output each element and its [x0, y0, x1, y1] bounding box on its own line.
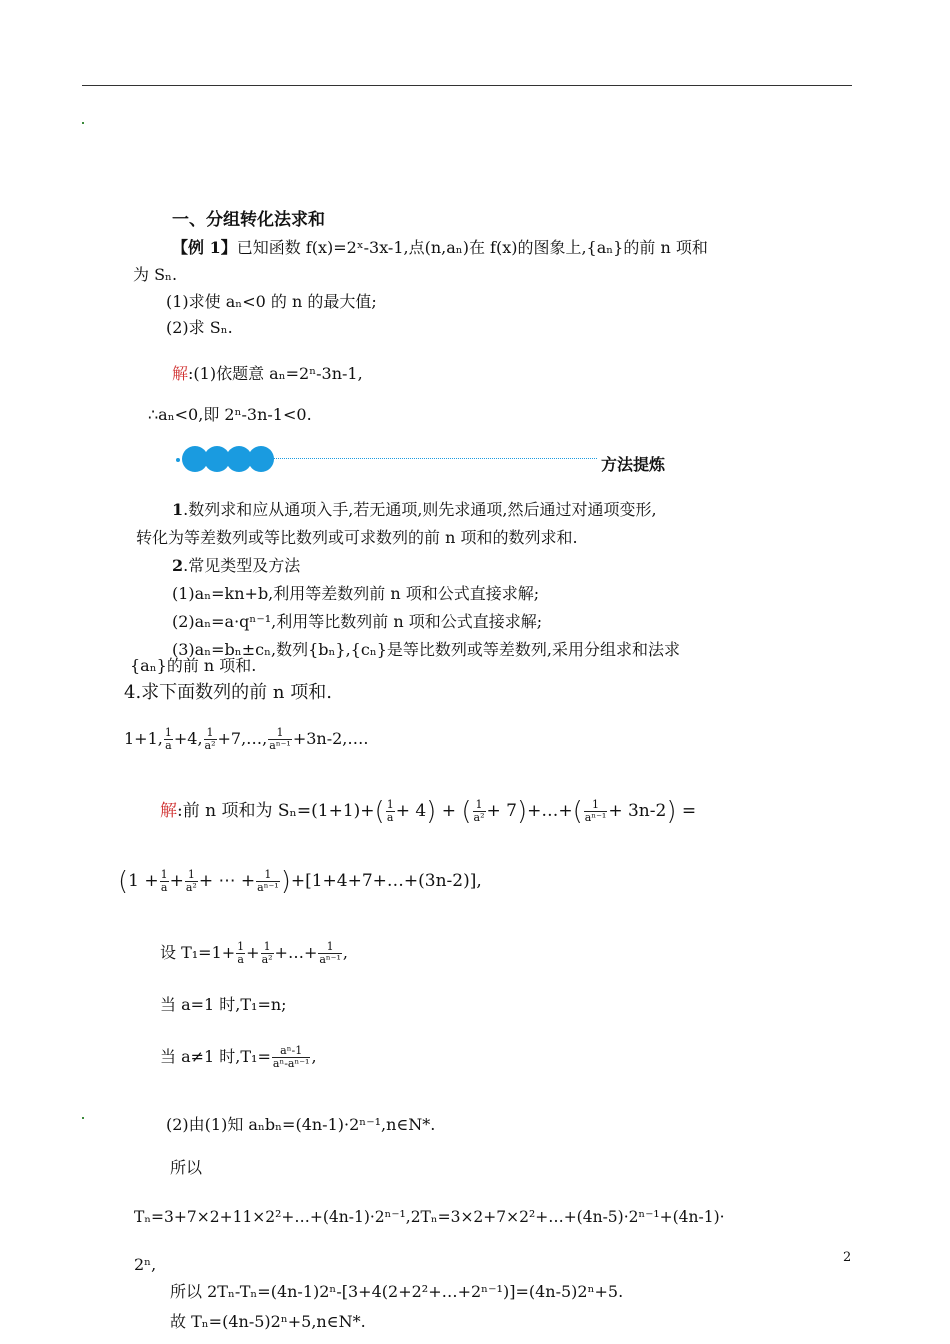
fraction: $\frac{1}{\text{aⁿ⁻¹}}$ [269, 726, 291, 752]
solution4-case2: 当 a≠1 时,T₁= $\frac{\text{aⁿ-1}}{\text{aⁿ-aⁿ⁻¹}}$ , [160, 1044, 317, 1070]
solution4-case1: 当 a=1 时,T₁=n; [160, 995, 287, 1014]
solution4-let: 设 T₁=1+ $\frac{1}{a}$ + $\frac{1}{\text{a²}}$ +…+ $\frac{1}{\text{aⁿ⁻¹}}$ , [160, 940, 348, 966]
part2-line4: 2ⁿ, [134, 1255, 157, 1274]
solution-label: 解 [160, 801, 177, 821]
example1-line2: 为 Sₙ. [133, 265, 178, 284]
fraction: $\frac{1}{a}$ [160, 868, 168, 894]
part2-line2: 所以 [170, 1158, 203, 1177]
solution-label: 解 [172, 364, 189, 383]
part2-line1: (2)由(1)知 aₙbₙ=(4n-1)·2ⁿ⁻¹,n∈N*. [166, 1115, 436, 1134]
method-banner [174, 446, 694, 476]
fraction: $\frac{1}{\text{aⁿ⁻¹}}$ [584, 798, 607, 824]
fraction: $\frac{1}{\text{aⁿ⁻¹}}$ [257, 868, 279, 894]
solution1-line2: ∴aₙ<0,即 2ⁿ-3n-1<0. [148, 405, 312, 424]
method-type1: (1)aₙ=kn+b,利用等差数列前 n 项和公式直接求解; [172, 584, 540, 603]
margin-dot [82, 1117, 84, 1119]
fraction: $\frac{1}{\text{aⁿ⁻¹}}$ [319, 940, 341, 966]
method-type2: (2)aₙ=a·qⁿ⁻¹,利用等比数列前 n 项和公式直接求解; [172, 612, 543, 631]
fraction: $\frac{1}{a}$ [386, 798, 394, 824]
section-heading: 一、分组转化法求和 [172, 210, 325, 230]
banner-dotted-line [274, 458, 597, 459]
banner-circle [248, 446, 274, 472]
fraction: $\frac{1}{a}$ [164, 726, 172, 752]
margin-dot [82, 122, 84, 124]
example1-q2: (2)求 Sₙ. [166, 318, 233, 337]
example1-tag: 【例 1】 [172, 238, 237, 257]
method-p2: 2.常见类型及方法 [172, 556, 301, 575]
fraction: $\frac{1}{\text{a²}}$ [204, 726, 216, 752]
part2-line3: Tₙ=3+7×2+11×2²+…+(4n-1)·2ⁿ⁻¹,2Tₙ=3×2+7×2²+…+(4n-5)·2ⁿ⁻¹+(4n-1)· [134, 1208, 725, 1226]
fraction: $\frac{1}{\text{a²}}$ [185, 868, 197, 894]
method-p1b: 转化为等差数列或等比数列或可求数列的前 n 项和的数列求和. [136, 528, 578, 547]
example1-q1: (1)求使 aₙ<0 的 n 的最大值; [166, 292, 377, 311]
page-number: 2 [843, 1250, 852, 1265]
problem4-title: 4.求下面数列的前 n 项和. [124, 682, 332, 703]
method-type3: (3)aₙ=bₙ±cₙ,数列{bₙ},{cₙ}是等比数列或等差数列,采用分组求和法求 [172, 640, 681, 659]
fraction: $\frac{1}{\text{a²}}$ [473, 798, 485, 824]
solution1-line1: 解:(1)依题意 aₙ=2ⁿ-3n-1, [172, 364, 363, 383]
banner-title: 方法提炼 [601, 455, 666, 474]
part2-line5: 所以 2Tₙ-Tₙ=(4n-1)2ⁿ-[3+4(2+2²+…+2ⁿ⁻¹)]=(4n-5)2ⁿ+5. [170, 1282, 624, 1301]
problem4-sequence: 1+1, $\frac{1}{a}$ +4, $\frac{1}{\text{a²}}$ +7,…, $\frac{1}{\text{aⁿ⁻¹}}$ +3n-2,…. [124, 726, 369, 752]
cut-off-line: {aₙ}的前 n 项和. [130, 656, 257, 675]
method-p1a: 1.数列求和应从通项入手,若无通项,则先求通项,然后通过对通项变形, [172, 500, 657, 519]
example1-line1: 【例 1】已知函数 f(x)=2ˣ-3x-1,点(n,aₙ)在 f(x)的图象上,{aₙ}的前 n 项和 [172, 238, 708, 257]
fraction: $\frac{\text{aⁿ-1}}{\text{aⁿ-aⁿ⁻¹}}$ [272, 1044, 310, 1070]
solution4-line2: (1 + $\frac{1}{a}$ + $\frac{1}{\text{a²}}$ + ⋯ + $\frac{1}{\text{aⁿ⁻¹}}$ )+[1+4+7+…+(3n-2)], [118, 866, 482, 897]
fraction: $\frac{1}{\text{a²}}$ [261, 940, 273, 966]
solution4-line1: 解:前 n 项和为 Sₙ=(1+1)+( $\frac{1}{a}$ + 4) + ( $\frac{1}{\text{a²}}$ + 7)+…+( $\frac{1}{\text{aⁿ⁻¹}}$ + 3n-2) = [160, 796, 697, 827]
fraction: $\frac{1}{a}$ [237, 940, 245, 966]
header-rule [82, 85, 852, 86]
part2-line6: 故 Tₙ=(4n-5)2ⁿ+5,n∈N*. [170, 1312, 366, 1331]
banner-dot [176, 458, 180, 462]
